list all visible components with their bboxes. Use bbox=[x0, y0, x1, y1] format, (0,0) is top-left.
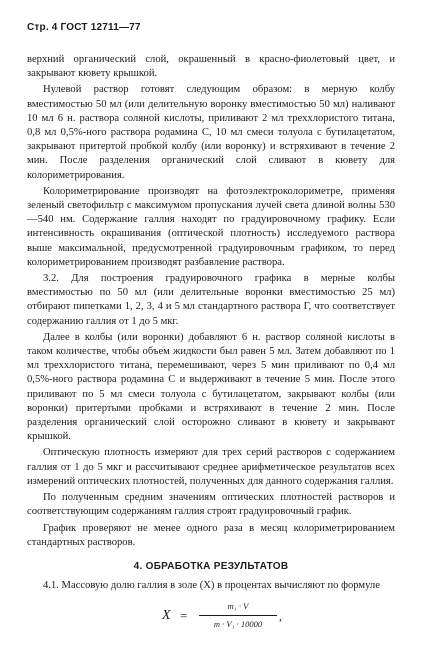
paragraph-3-2: 3.2. Для построения градуировочного графика в мерные колбы вместимостью по 50 мл (или делительные воронки вместимостью 25 мл) отбирают пипетками 1, 2, 3, 4 и 5 мл стандартного раствора Г, что соответствует содержанию галлия от 1 до 5 мкг. bbox=[27, 273, 395, 327]
formula-fraction bbox=[198, 599, 278, 630]
formula-numerator: m₁ · V bbox=[227, 601, 249, 612]
section-title: 4. ОБРАБОТКА РЕЗУЛЬТАТОВ bbox=[133, 560, 289, 572]
formula-denominator: m · V₁ · 10000 bbox=[213, 618, 263, 629]
document-body bbox=[27, 53, 395, 637]
formula bbox=[162, 597, 395, 637]
page-header: Стр. 4 ГОСТ 12711—77 bbox=[27, 22, 141, 33]
paragraph-4-1: 4.1. Массовую долю галлия в золе (X) в процентах вычисляют по формуле bbox=[43, 580, 380, 592]
formula-lhs: X bbox=[162, 608, 171, 624]
paragraph-continuation: верхний органический слой, окрашенный в красно-фиолетовый цвет, и закрывают кювету крышкой. bbox=[27, 54, 395, 80]
paragraph-graph-check: График проверяют не менее одного раза в месяц колориметрированием стандартных растворов. bbox=[27, 522, 395, 548]
paragraph-procedure: Далее в колбы (или воронки) добавляют 6 н. раствор соляной кислоты в таком количестве, чтобы объем жидкости был равен 5 мл. Затем добавляют по 1 мл треххлористого титана, перемешивают, через 5 мин приливают по 0,4 мл 0,5%-ного раствора родамина С и выдерживают в течение 5 мин. После этого приливают по 5 мл смеси толуола с бутилацетатом, закрывают колбы (или воронки) притертыми пробками и встряхивают в течение 2 мин. После разделения органический слой осторожно сливают в кювету и закрывают крышкой. bbox=[27, 331, 395, 443]
formula-equals: = bbox=[180, 608, 188, 624]
paragraph-zero-solution: Нулевой раствор готовят следующим образом: в мерную колбу вместимостью 50 мл (или делительную воронку вместимостью 50 мл) наливают 10 мл 6 н. раствора соляной кислоты, приливают 2 мл треххлористого титана, 0,8 мл 0,5%-ного раствора родамина С, 10 мл смеси толуола с бутилацетатом, закрывают притертой пробкой колбу (или воронку) и встряхивают в течение 2 мин. После разделения органический слой сливают в кювету для колориметрирования. bbox=[27, 84, 395, 181]
paragraph-optical-density: Оптическую плотность измеряют для трех серий растворов с содержанием галлия от 1 до 5 мкг и рассчитывают среднее арифметическое результатов всех измерений оптических плотностей, полученных для данного содержания галлия. bbox=[27, 447, 395, 487]
paragraph-calibration-graph: По полученным средним значениям оптических плотностей растворов и соответствующим содержаниям галлия строят градуировочный график. bbox=[27, 492, 395, 518]
paragraph-colorimetry: Колориметрирование производят на фотоэлектроколориметре, применяя зеленый светофильтр с максимумом пропускания лучей света длиной волны 530—540 нм. Содержание галлия находят по градуировочному графику. Если интенсивность окрашивания (оптической плотность) исследуемого раствора выше максимальной, предусмотренной градуировочным графиком, то перед колориметрированием производят разбавление раствора. bbox=[27, 185, 395, 268]
formula-tail: , bbox=[279, 609, 282, 624]
